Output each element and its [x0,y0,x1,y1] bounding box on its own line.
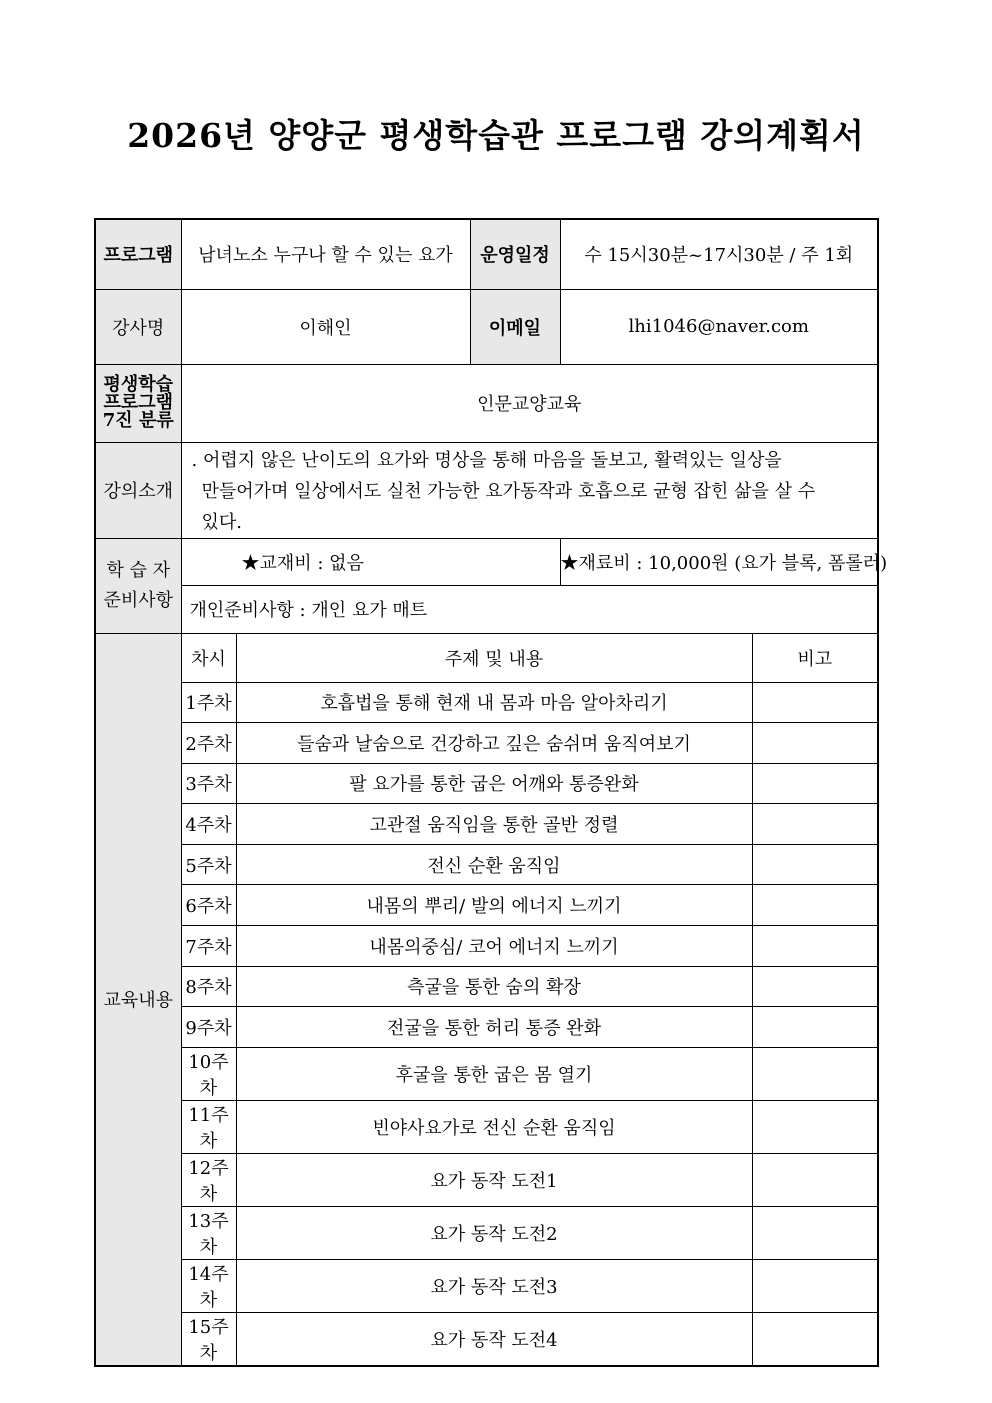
topic-cell: 고관절 움직임을 통한 골반 정렬 [236,804,752,845]
textbook-fee: ★교재비 : 없음 [181,538,560,585]
session-cell: 4주차 [181,804,236,845]
table-row [95,926,878,967]
intro-row [95,442,878,538]
note-cell [752,1047,878,1100]
note-cell [752,844,878,885]
schedule-label: 운영일정 [470,219,560,289]
personal-prep: 개인준비사항 : 개인 요가 매트 [181,585,878,633]
topic-cell: 내몸의 뿌리/ 발의 에너지 느끼기 [236,885,752,926]
topic-cell: 빈야사요가로 전신 순환 움직임 [236,1100,752,1153]
note-cell [752,682,878,723]
note-cell [752,926,878,967]
document-title: 2026년 양양군 평생학습관 프로그램 강의계획서 [127,116,865,155]
table-row [95,885,878,926]
table-row [95,1007,878,1048]
note-cell [752,804,878,845]
topic-cell: 들숨과 날숨으로 건강하고 깊은 숨쉬며 움직여보기 [236,723,752,764]
instructor-label: 강사명 [95,289,181,364]
instructor-row [95,289,878,364]
intro-line-2: 만들어가며 일상에서도 실천 가능한 요가동작과 호흡으로 균형 잡힌 삶을 살 수 [201,480,816,502]
note-cell [752,1206,878,1259]
topic-cell: 요가 동작 도전3 [236,1259,752,1312]
program-value: 남녀노소 누구나 할 수 있는 요가 [181,219,470,289]
material-fee: ★재료비 : 10,000원 (요가 블록, 폼롤러) [560,538,878,585]
curriculum-header-row [95,633,878,682]
note-cell [752,1153,878,1206]
session-cell: 7주차 [181,926,236,967]
topic-cell: 요가 동작 도전1 [236,1153,752,1206]
session-cell: 12주차 [181,1153,236,1206]
note-cell [752,1100,878,1153]
session-cell: 11주차 [181,1100,236,1153]
session-cell: 8주차 [181,966,236,1007]
topic-cell: 요가 동작 도전2 [236,1206,752,1259]
note-cell [752,1312,878,1366]
table-row [95,804,878,845]
plan-table [94,218,888,1367]
category-label-line2: 프로그램 [103,392,174,413]
table-row [95,966,878,1007]
prep-personal-row [95,585,878,633]
topic-cell: 전굴을 통한 허리 통증 완화 [236,1007,752,1048]
note-cell [752,966,878,1007]
email-value: lhi1046@naver.com [560,289,878,364]
table-row [95,763,878,804]
session-cell: 14주차 [181,1259,236,1312]
category-label-line1: 평생학습 [103,374,174,395]
table-row [95,1259,878,1312]
table-row [95,844,878,885]
topic-cell: 측굴을 통한 숨의 확장 [236,966,752,1007]
note-cell [752,1007,878,1048]
topic-cell: 후굴을 통한 굽은 몸 열기 [236,1047,752,1100]
program-label: 프로그램 [95,219,181,289]
topic-cell: 내몸의중심/ 코어 에너지 느끼기 [236,926,752,967]
session-cell: 3주차 [181,763,236,804]
table-row [95,682,878,723]
table-row [95,1206,878,1259]
category-row [95,364,878,442]
session-cell: 1주차 [181,682,236,723]
table-row [95,1153,878,1206]
email-label: 이메일 [470,289,560,364]
program-row [95,219,878,289]
note-cell [752,763,878,804]
session-cell: 13주차 [181,1206,236,1259]
prep-label-line2: 준비사항 [103,589,174,611]
prep-cost-row [95,538,878,585]
instructor-value: 이해인 [181,289,470,364]
intro-line-3: 있다. [201,511,242,533]
intro-line-1: . 어렵지 않은 난이도의 요가와 명상을 통해 마음을 돌보고, 활력있는 일상을 [191,449,782,471]
curriculum-label: 교육내용 [95,633,181,1366]
intro-text [181,442,878,538]
topic-cell: 요가 동작 도전4 [236,1312,752,1366]
note-cell [752,1259,878,1312]
session-cell: 2주차 [181,723,236,764]
topic-header: 주제 및 내용 [236,633,752,682]
table-row [95,1047,878,1100]
prep-label-line1: 학 습 자 [106,559,171,581]
topic-cell: 전신 순환 움직임 [236,844,752,885]
session-cell: 10주차 [181,1047,236,1100]
note-cell [752,723,878,764]
session-cell: 6주차 [181,885,236,926]
category-label-line3: 7진 분류 [102,410,174,431]
session-cell: 15주차 [181,1312,236,1366]
note-cell [752,885,878,926]
category-value: 인문교양교육 [181,364,878,442]
topic-cell: 팔 요가를 통한 굽은 어깨와 통증완화 [236,763,752,804]
table-row [95,723,878,764]
table-row [95,1312,878,1366]
schedule-value: 수 15시30분~17시30분 / 주 1회 [560,219,878,289]
session-header: 차시 [181,633,236,682]
topic-cell: 호흡법을 통해 현재 내 몸과 마음 알아차리기 [236,682,752,723]
session-cell: 5주차 [181,844,236,885]
category-label [95,364,181,442]
intro-label: 강의소개 [95,442,181,538]
prep-label [95,538,181,633]
note-header: 비고 [752,633,878,682]
table-row [95,1100,878,1153]
session-cell: 9주차 [181,1007,236,1048]
